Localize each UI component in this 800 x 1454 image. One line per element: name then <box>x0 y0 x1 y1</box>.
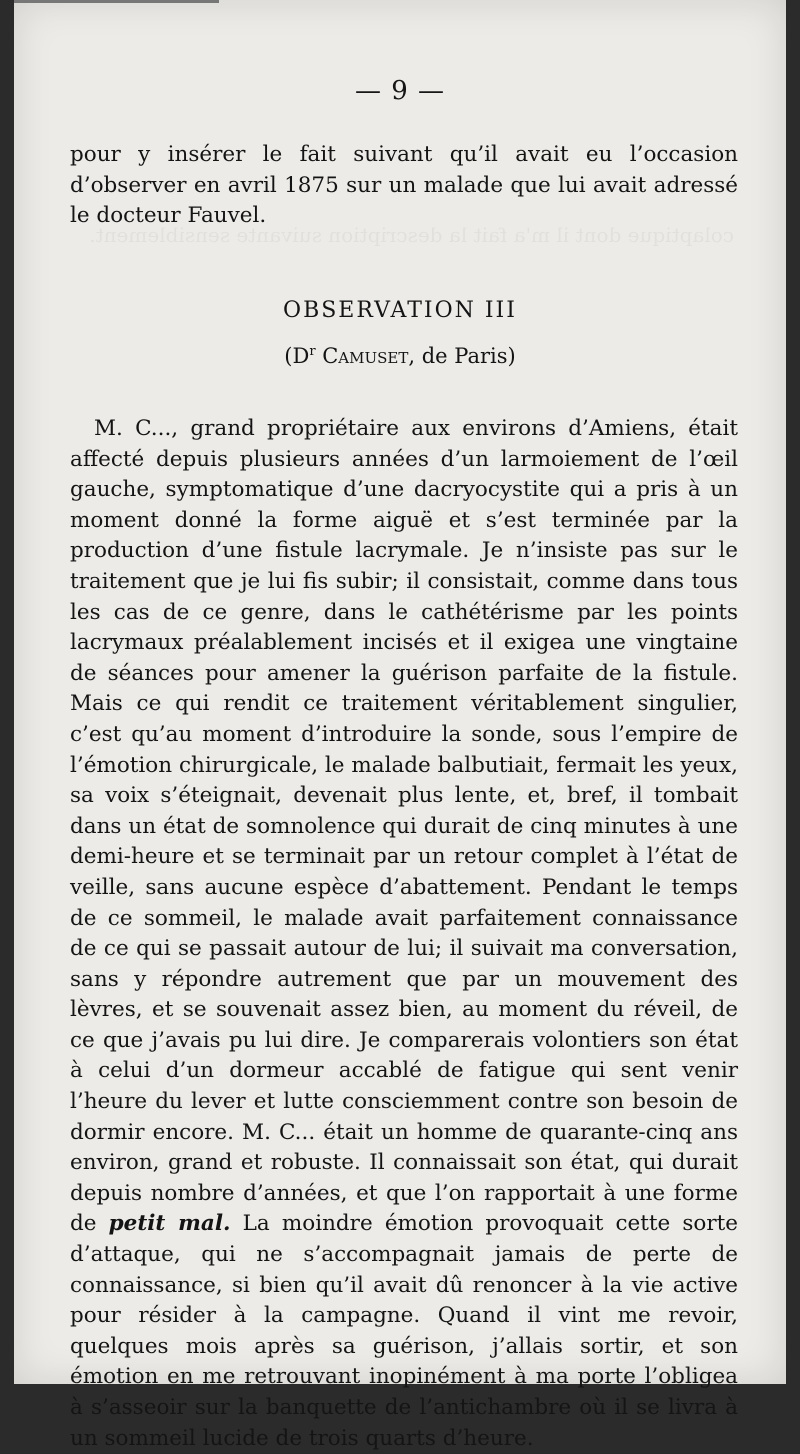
author-sup: r <box>309 344 316 359</box>
book-page <box>14 0 786 1451</box>
body-italic: petit mal. <box>108 1211 231 1237</box>
observation-body <box>70 414 738 1454</box>
paragraph-continuation: pour y insérer le fait suivant qu’il avait eu l’occasion d’observer en avril 1875 sur un malade que lui avait adressé le docteur Fauvel. <box>70 142 738 229</box>
observation-author <box>14 344 786 368</box>
observation-title: OBSERVATION III <box>283 298 517 323</box>
body-part-2: La moindre émotion provoquait cette sorte d’attaque, qui ne s’accompagnait jamais de perte de connaissance, si bien qu’il avait dû renoncer à la vie active pour résider à la campagne. Quand il vint me revoir, quelques mois après sa guérison, j’allais sortir, et son émotion en me retrouvant inopinément à ma porte l’obligea à s’asseoir sur la banquette de l’antichambre où il se livra à un sommeil lucide de trois quarts d’heure. <box>70 1211 739 1451</box>
author-name: Camuset <box>322 344 409 368</box>
author-suffix: , de Paris) <box>408 344 516 368</box>
body-part-1: M. C..., grand propriétaire aux environs d’Amiens, était affecté depuis plusieurs années d’un larmoiement de l’œil gauche, symptomatique d’une dacryocystite qui a pris à un moment donné la forme aiguë et s’est terminée par la production d’une fistule lacrymale. Je n’insiste pas sur le traitement que je lui fis subir; il consistait, comme dans tous les cas de ce genre, dans le cathétérisme par les points lacrymaux préalablement incisés et il exigea une vingtaine de séances pour amener la guérison parfaite de la fistule. Mais ce qui rendit ce traitement véritablement singulier, c’est qu’au moment d’introduire la sonde, sous l’empire de l’émotion chirurgicale, le malade balbutiait, fermait les yeux, sa voix s’éteignait, devenait plus lente, et, bref, il tombait dans un état de somnolence qui durait de cinq minutes à une demi-heure et se terminait par un retour complet à l’état de veille, sans aucune espèce d’abattement. Pendant le temps de ce sommeil, le malade avait parfaitement connaissance de ce qui se passait autour de lui; il suivait ma conversation, sans y répondre autrement que par un mouvement des lèvres, et se souvenait assez bien, au moment du réveil, de ce que j’avais pu lui dire. Je comparerais volontiers son état à celui d’un dormeur accablé de fatigue qui sent venir l’heure du lever et lutte consciemment contre son besoin de dormir encore. M. C... était un homme de quarante-cinq ans environ, grand et robuste. Il connaissait son état, qui durait depuis nombre d’années, et que l’on rapportait à une forme de <box>70 416 738 1237</box>
author-prefix: (D <box>284 344 310 368</box>
page-number: — 9 — <box>354 76 446 106</box>
